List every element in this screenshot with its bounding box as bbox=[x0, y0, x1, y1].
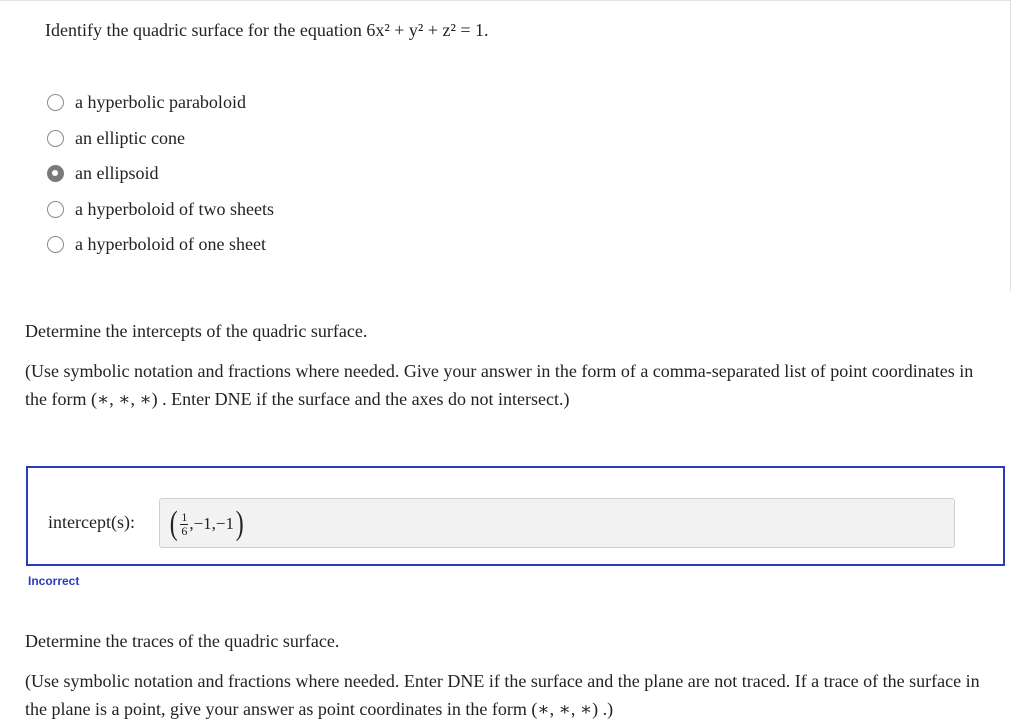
traces-instructions: (Use symbolic notation and fractions where needed. Enter DNE if the surface and the plane are not traced. If a trace of the surface in the plane is a point, give your answer as point coordinates in the form (∗, ∗, ∗) .) bbox=[25, 671, 980, 719]
option-hyperbolic-paraboloid[interactable] bbox=[47, 85, 274, 121]
option-label: a hyperboloid of two sheets bbox=[75, 198, 274, 219]
radio-button-selected[interactable] bbox=[47, 165, 64, 182]
radio-button[interactable] bbox=[47, 130, 64, 147]
option-label: a hyperboloid of one sheet bbox=[75, 234, 266, 255]
option-label: a hyperbolic paraboloid bbox=[75, 92, 246, 113]
radio-button[interactable] bbox=[47, 236, 64, 253]
option-label: an elliptic cone bbox=[75, 127, 185, 148]
radio-button[interactable] bbox=[47, 94, 64, 111]
close-paren: ) bbox=[235, 505, 244, 542]
intercepts-input[interactable] bbox=[159, 498, 955, 548]
traces-title: Determine the traces of the quadric surface. bbox=[25, 631, 340, 651]
answer-options bbox=[47, 85, 274, 263]
option-hyperboloid-two-sheets[interactable] bbox=[47, 192, 274, 228]
status-incorrect: Incorrect bbox=[28, 574, 80, 588]
answer-rest: ,−1,−1 bbox=[189, 514, 235, 533]
math-expression bbox=[168, 507, 245, 541]
option-ellipsoid[interactable] bbox=[47, 156, 274, 192]
fraction-denominator: 6 bbox=[181, 523, 188, 538]
fraction-numerator: 1 bbox=[181, 509, 188, 524]
intercepts-title: Determine the intercepts of the quadric surface. bbox=[25, 321, 368, 341]
fraction bbox=[180, 511, 188, 538]
option-elliptic-cone[interactable] bbox=[47, 121, 274, 157]
open-paren: ( bbox=[169, 505, 178, 542]
intercepts-instructions: (Use symbolic notation and fractions where needed. Give your answer in the form of a comma-separated list of point coordinates in the form (∗, ∗, ∗) . Enter DNE if the surface and the axes do not intersect.) bbox=[25, 361, 974, 409]
radio-button[interactable] bbox=[47, 201, 64, 218]
answer-label: intercept(s): bbox=[48, 512, 135, 532]
question-prompt: Identify the quadric surface for the equation 6x² + y² + z² = 1. bbox=[45, 20, 489, 40]
option-hyperboloid-one-sheet[interactable] bbox=[47, 227, 274, 263]
option-label: an ellipsoid bbox=[75, 163, 159, 184]
answer-box bbox=[26, 466, 1005, 566]
